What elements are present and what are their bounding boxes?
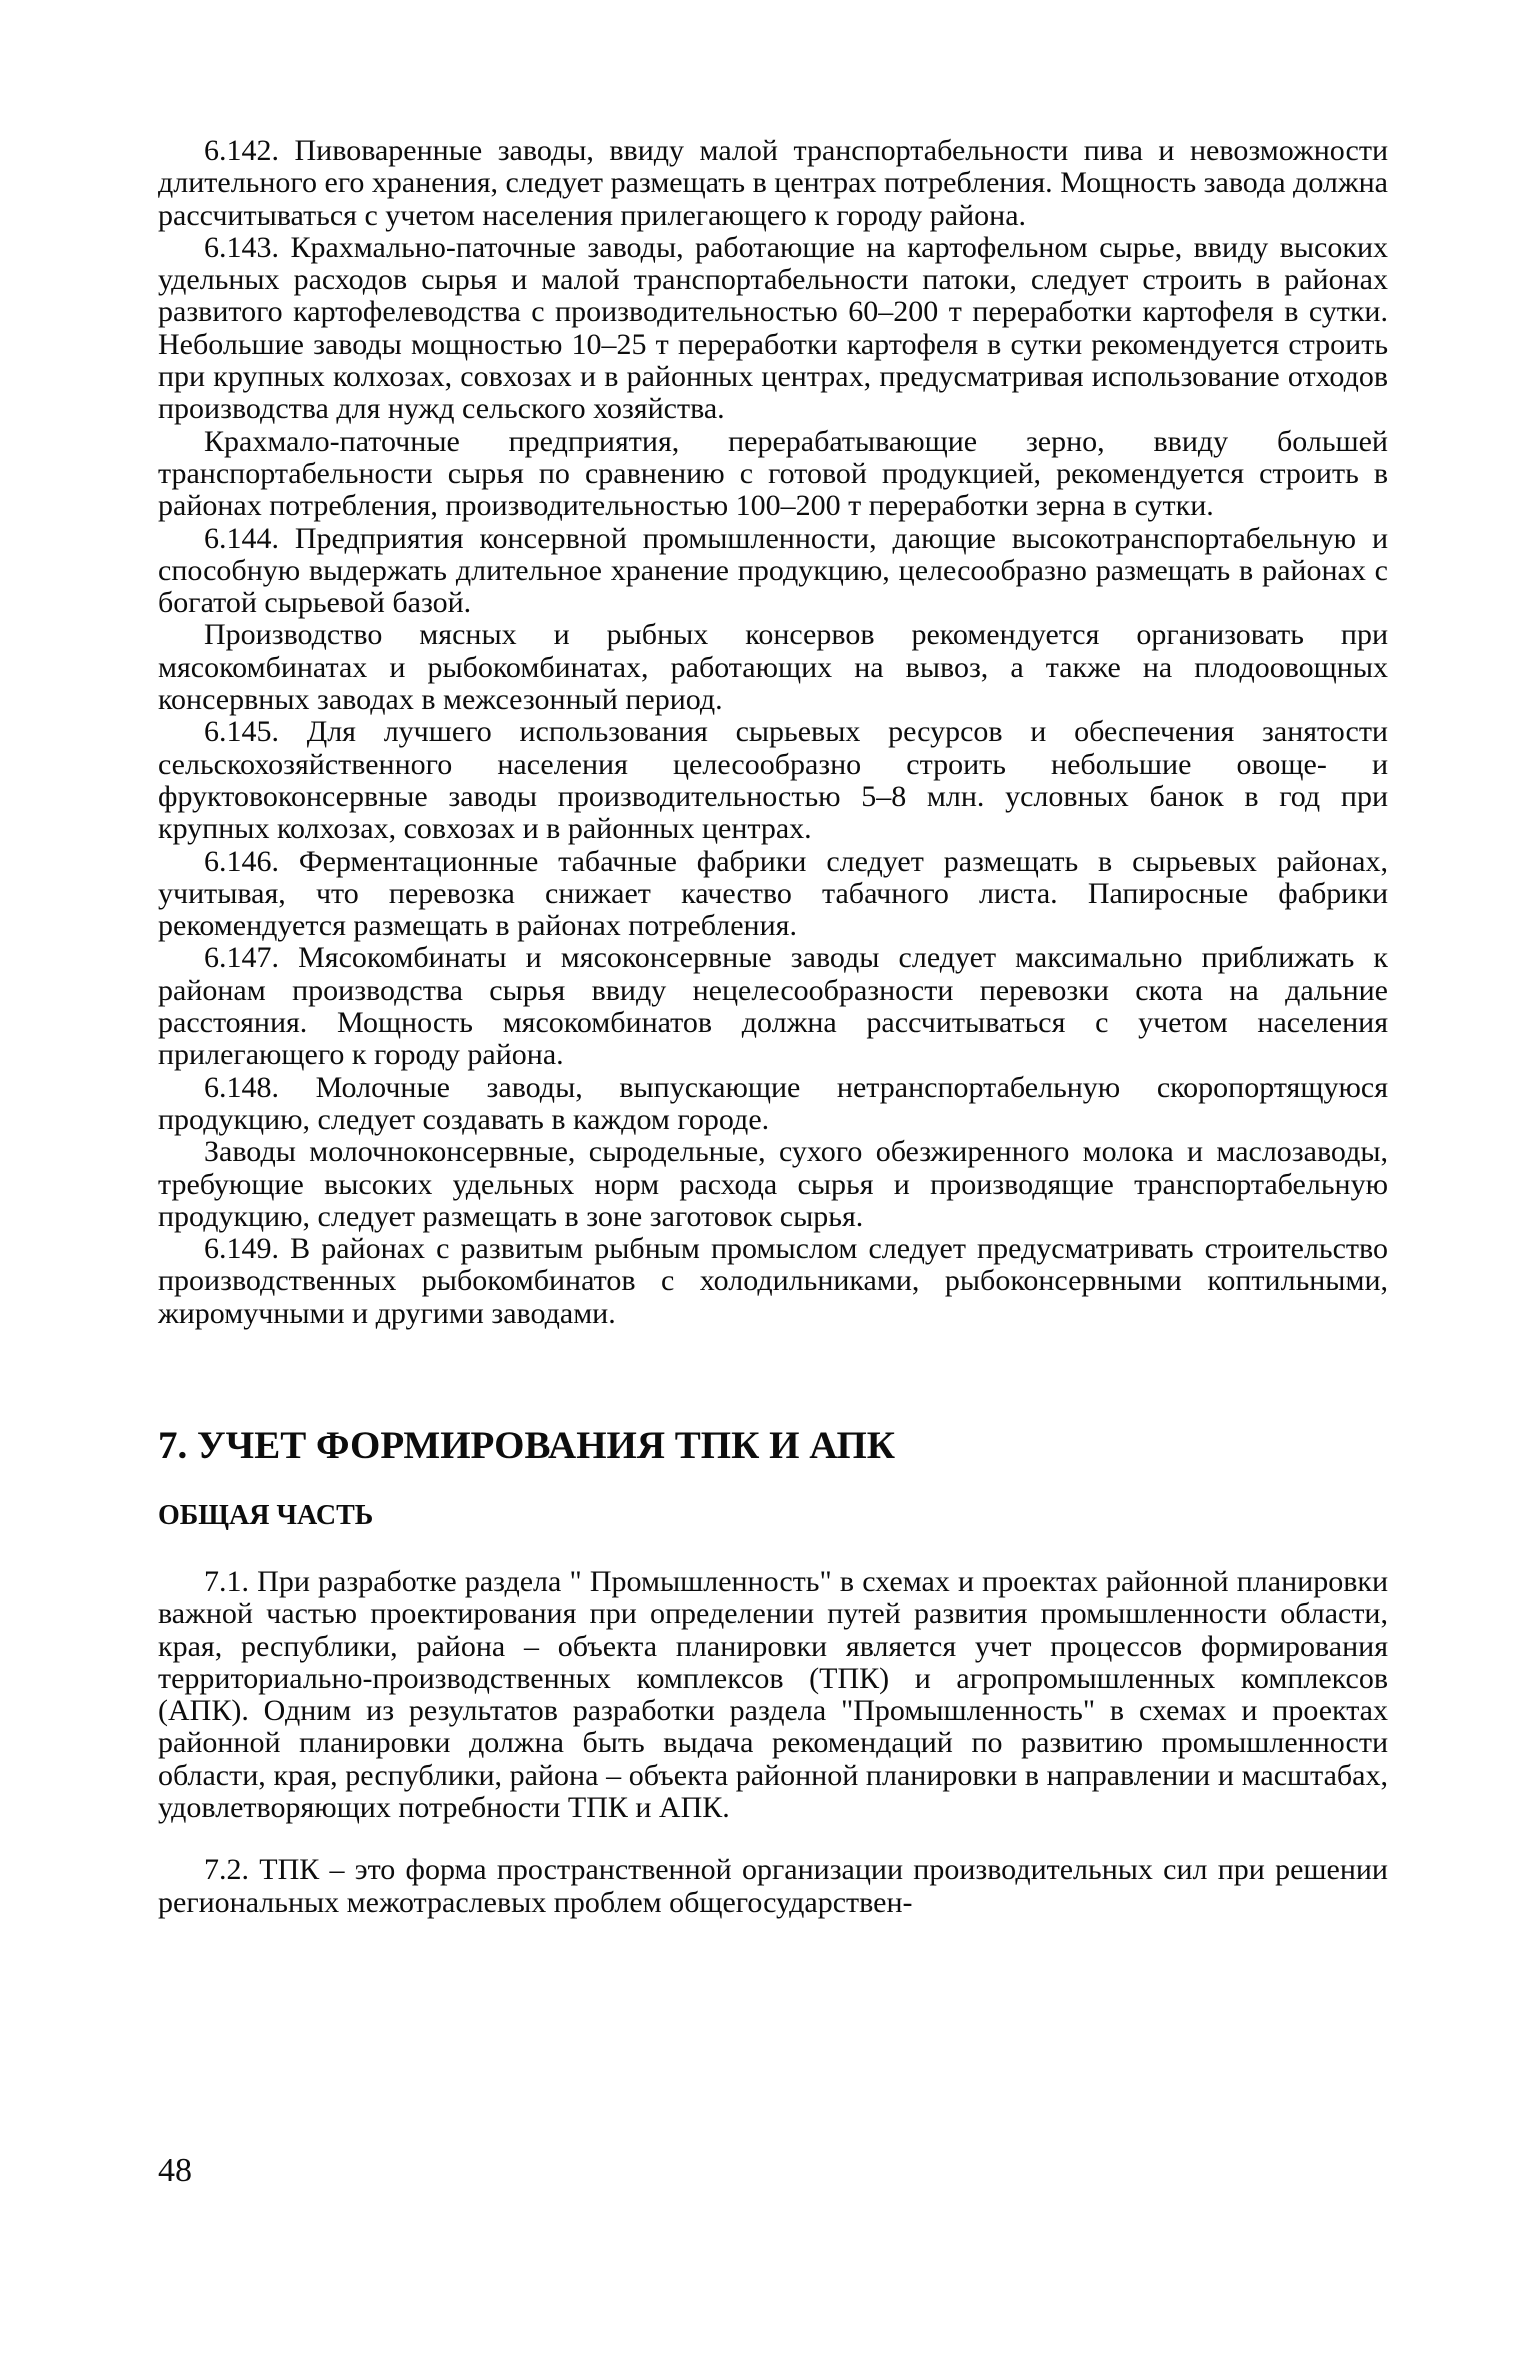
paragraph-6-142: 6.142. Пивоваренные заводы, ввиду малой транспортабельности пива и невозможности длительного его хранения, следует размещать в центрах потребления. Мощность завода должна рассчитываться с учетом населения прилегающего к городу района. bbox=[158, 134, 1388, 232]
section-heading: 7. УЧЕТ ФОРМИРОВАНИЯ ТПК И АПК bbox=[158, 1423, 896, 1467]
paragraph-6-144: 6.144. Предприятия консервной промышленности, дающие высокотранспортабельную и способную выдержать длительное хранение продукцию, целесообразно размещать в районах с богатой сырьевой базой. bbox=[158, 521, 1388, 620]
page-body bbox=[158, 135, 1388, 1919]
paragraph-6-143-grain: Крахмало-паточные предприятия, перерабатывающие зерно, ввиду большей транспортабельности сырья по сравнению с готовой продукцией, рекомендуется строить в районах потребления, производительностью 100–200 т переработки зерна в сутки. bbox=[158, 424, 1388, 523]
paragraph-6-149: 6.149. В районах с развитым рыбным промыслом следует предусматривать строительство производственных рыбокомбинатов с холодильниками, рыбоконсервными коптильными, жиромучными и другими заводами. bbox=[158, 1232, 1388, 1330]
paragraph-6-148: 6.148. Молочные заводы, выпускающие нетранспортабельную скоропортящуюся продукцию, следует создавать в каждом городе. bbox=[158, 1070, 1388, 1136]
paragraph-6-145: 6.145. Для лучшего использования сырьевых ресурсов и обеспечения занятости сельскохозяйственного населения целесообразно строить небольшие овоще- и фруктовоконсервные заводы производительностью 5–8 млн. условных банок в год при крупных колхозах, совхозах и в районных центрах. bbox=[158, 715, 1388, 846]
paragraph-6-146: 6.146. Ферментационные табачные фабрики следует размещать в сырьевых районах, учитывая, что перевозка снижает качество табачного листа. Папиросные фабрики рекомендуется размещать в районах потребления. bbox=[158, 844, 1388, 943]
paragraph-6-144-canned: Производство мясных и рыбных консервов рекомендуется организовать при мясокомбинатах и рыбокомбинатах, работающих на вывоз, а также на плодоовощных консервных заводах в межсезонный период. bbox=[158, 618, 1388, 717]
paragraph-7-1: 7.1. При разработке раздела " Промышленность" в схемах и проектах районной планировки важной частью проектирования при определении путей развития промышленности области, края, республики, района – объекта планировки является учет процессов формирования территориально-производственных комплексов (ТПК) и агропромышленных комплексов (АПК). Одним из результатов разработки раздела "Промышленность" в схемах и проектах районной планировки должна быть выдача рекомендаций по развитию промышленности области, края, республики, района – объекта районной планировки в направлении и масштабах, удовлетворяющих потребности ТПК и АПК. bbox=[158, 1564, 1388, 1825]
paragraph-6-148-dairy: Заводы молочноконсервные, сыродельные, сухого обезжиренного молока и маслозаводы, требующие высоких удельных норм расхода сырья и производящие транспортабельную продукцию, следует размещать в зоне заготовок сырья. bbox=[158, 1135, 1388, 1233]
paragraph-6-147: 6.147. Мясокомбинаты и мясоконсервные заводы следует максимально приближать к районам производства сырья ввиду нецелесообразности перевозки скота на дальние расстояния. Мощность мясокомбинатов должна рассчитываться с учетом населения прилегающего к городу района. bbox=[158, 941, 1388, 1072]
subsection-heading: ОБЩАЯ ЧАСТЬ bbox=[158, 1499, 374, 1531]
paragraph-7-2: 7.2. ТПК – это форма пространственной организации производительных сил при решении региональных межотраслевых проблем общегосударствен- bbox=[158, 1853, 1388, 1919]
paragraph-6-143: 6.143. Крахмально-паточные заводы, работающие на картофельном сырье, ввиду высоких удельных расходов сырья и малой транспортабельности патоки, следует строить в районах развитого картофелеводства с производительностью 60–200 т переработки картофеля в сутки. Небольшие заводы мощностью 10–25 т переработки картофеля в сутки рекомендуется строить при крупных колхозах, совхозах и в районных центрах, предусматривая использование отходов производства для нужд сельского хозяйства. bbox=[158, 230, 1388, 426]
page-number: 48 bbox=[158, 2152, 192, 2189]
